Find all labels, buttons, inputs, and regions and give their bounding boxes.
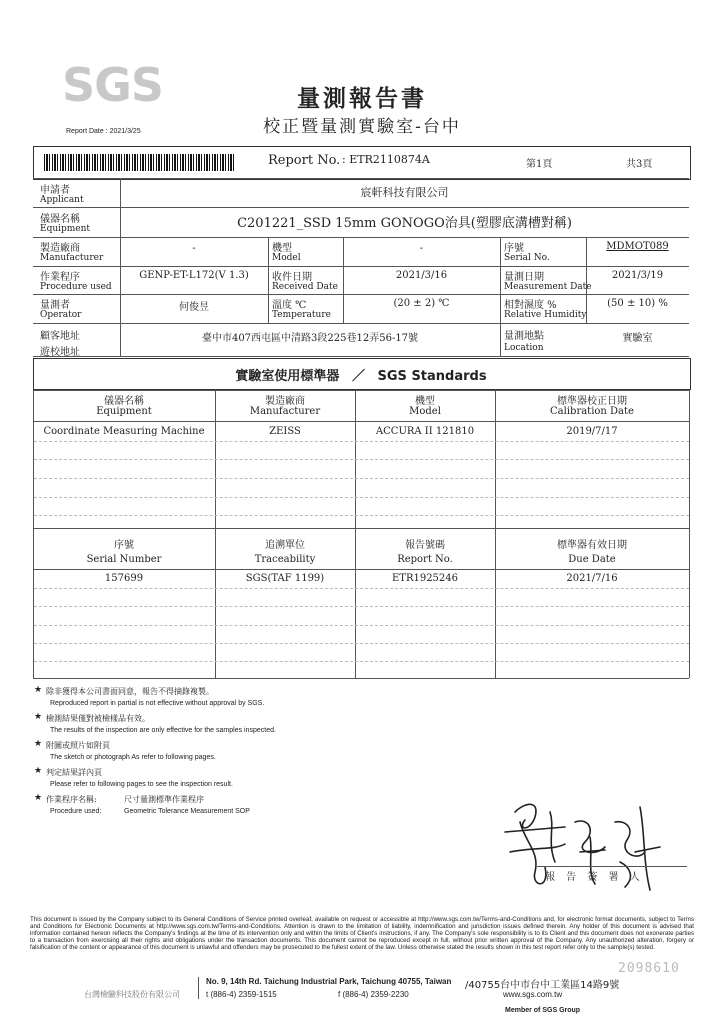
signature-line [537,866,687,867]
star-icon: ★ [34,766,43,776]
equipment-label-en: Equipment [40,224,91,234]
header-report-no-zh: 報告號碼 [405,540,445,551]
operator-label-zh: 量測者 [40,300,70,311]
standards-title [33,365,689,384]
header-manufacturer-en: Manufacturer [249,406,321,417]
note-3-zh: 附圖或照片如附頁 [46,741,110,750]
temperature-value: (20 ± 2) ℃ [393,298,450,309]
location-value: 實驗室 [622,333,653,344]
humidity-label-zh: 相對濕度 % [504,300,557,311]
company-fax: f (886-4) 2359-2230 [338,990,409,999]
signature-image [495,792,675,902]
header-model-en: Model [409,406,441,417]
applicant-value: 宸軒科技有限公司 [360,186,449,199]
procedure-label-en: Procedure used [40,282,112,292]
company-address-en: No. 9, 14th Rd. Taichung Industrial Park, Taichung 40755, Taiwan [206,977,452,986]
address-value: 臺中市407西屯區中清路3段225巷12弄56-17號 [201,333,419,344]
serial-label-en: Serial No. [504,253,550,263]
location-label-en: Location [504,343,544,353]
serial-label-zh: 序號 [504,243,524,254]
star-icon: ★ [34,685,43,695]
document-serial: 2098610 [618,961,680,976]
model-value: - [419,243,424,254]
sgs-logo: SGS [62,58,164,112]
procedure-value: GENP-ET-L172(V 1.3) [139,270,249,281]
note-4-en: Please refer to following pages to see the inspection result. [50,781,233,788]
operator-value: 何俊昱 [179,302,209,313]
page-total: 共3頁 [626,159,653,170]
std-traceability: SGS(TAF 1199) [245,573,325,584]
company-address-zh: /40755台中市台中工業區14路9號 [465,980,620,991]
customer-address-label: 顧客地址 [40,331,80,342]
star-icon: ★ [34,793,43,803]
report-number: : ETR2110874A [342,153,430,166]
member-of-sgs: Member of SGS Group [505,1007,581,1014]
procedure-note-value-zh: 尺寸量測標準作業程序 [124,795,204,804]
header-manufacturer-zh: 製造廠商 [265,396,305,407]
header-due-date-zh: 標準器有效日期 [557,540,627,551]
star-icon: ★ [34,712,43,722]
equipment-value: C201221_SSD 15mm GONOGO治具(塑膠底溝槽對稱) [237,216,572,231]
barcode-icon [44,154,236,171]
operator-label-en: Operator [40,310,82,320]
note-3-en: The sketch or photograph As refer to following pages. [50,754,216,761]
header-equipment-en: Equipment [96,406,152,417]
applicant-label-en: Applicant [40,195,84,205]
header-calibration-en: Calibration Date [550,406,634,417]
manufacturer-value: - [192,243,196,254]
model-label-en: Model [272,253,301,263]
received-label-en: Received Date [272,282,338,292]
std-calibration-date: 2019/7/17 [566,426,618,437]
procedure-note-label-en: Procedure used: [50,808,102,815]
note-1-zh: 除非獲得本公司書面同意，報告不得摘錄複製。 [46,687,214,696]
location-label-zh: 量測地點 [504,331,544,342]
note-4-zh: 判定結果詳內頁 [46,768,102,777]
serial-value: MDMOT089 [606,241,669,252]
header-serial-zh: 序號 [114,540,134,551]
std-model: ACCURA II 121810 [375,426,475,437]
standards-title-en: SGS Standards [377,369,487,384]
std-equipment: Coordinate Measuring Machine [43,426,205,437]
header-report-no-en: Report No. [397,554,453,565]
std-due-date: 2021/7/16 [566,573,618,584]
report-date: Report Date : 2021/3/25 [66,128,141,135]
header-traceability-zh: 追溯單位 [265,540,305,551]
header-model-zh: 機型 [415,396,435,407]
measurement-date-label-en: Measurement Date [504,282,592,292]
note-2-zh: 檢測結果僅對被檢樣品有效。 [46,714,150,723]
signature-label: 報 告 簽 署 人 [545,872,644,883]
note-1-en: Reproduced report in partial is not effective without approval by SGS. [50,700,265,707]
measurement-date-value: 2021/3/19 [611,270,664,281]
procedure-label-zh: 作業程序 [40,272,80,283]
equipment-label-zh: 儀器名稱 [40,214,80,225]
received-label-zh: 收件日期 [272,272,312,283]
star-icon: ★ [34,739,43,749]
header-due-date-en: Due Date [568,554,616,565]
page-current: 第1頁 [526,159,553,170]
header-calibration-zh: 標準器校正日期 [557,396,627,407]
procedure-note-label-zh: 作業程序名稱: [46,795,97,804]
humidity-label-en: Relative Humidity [504,310,587,320]
manufacturer-label-zh: 製造廠商 [40,243,80,254]
standards-title-zh: 實驗室使用標準器 [235,369,340,384]
company-name-zh: 台灣檢驗科技股份有限公司 [84,990,180,999]
footer-disclaimer: This document is issued by the Company subject to its General Conditions of Service printed overleaf, available on request or accessible at http://www.sgs.com.tw/Terms-and-Conditions and, for electronic format documents, subject to Terms and Conditions for Electronic Documents at http://www.sgs.com.tw/Terms-and-Conditions. Attention is drawn to the limitation of liability, indemnification and jurisdiction issues defined therein. Any holder of this document is advised that information contained hereon reflects the Company's findings at the time of its intervention only and within the limits of Client's instructions, if any. The Company's sole responsibility is to its Client and this document does not exonerate parties to a transaction from exercising all their rights and obligations under the transaction documents. This document cannot be reproduced except in full, without prior written approval of the Company. Any unauthorized alteration, forgery or falsification of the content or appearance of this document is unlawful and offenders may be prosecuted to the fullest extent of the law. Unless otherwise stated the results shown in this test report refer only to the sample(s) tested. [30,916,694,951]
procedure-note-value-en: Geometric Tolerance Measurement SOP [124,808,250,815]
std-report-no: ETR1925246 [391,573,459,584]
model-label-zh: 機型 [272,243,292,254]
note-2-en: The results of the inspection are only effective for the samples inspected. [50,727,276,734]
humidity-value: (50 ± 10) % [607,298,668,309]
company-tel: t (886-4) 2359-1515 [206,990,277,999]
received-value: 2021/3/16 [395,270,448,281]
temperature-label-en: Temperature [272,310,331,320]
std-manufacturer: ZEISS [269,426,301,437]
std-serial-number: 157699 [104,573,144,584]
temperature-label-zh: 溫度 ℃ [272,300,307,311]
applicant-label-zh: 申請者 [40,185,70,196]
document-title: 量測報告書 [297,85,427,112]
standards-title-separator: ／ [351,369,365,384]
document-subtitle: 校正暨量測實驗室-台中 [263,117,461,137]
header-serial-en: Serial Number [86,554,162,565]
return-address-label: 遊校地址 [40,347,80,358]
header-equipment-zh: 儀器名稱 [104,396,144,407]
company-website: www.sgs.com.tw [503,990,563,999]
report-number-label: Report No. [268,153,341,168]
footer-divider [198,977,199,999]
measurement-date-label-zh: 量測日期 [504,272,544,283]
manufacturer-label-en: Manufacturer [40,253,104,263]
header-traceability-en: Traceability [254,554,316,565]
